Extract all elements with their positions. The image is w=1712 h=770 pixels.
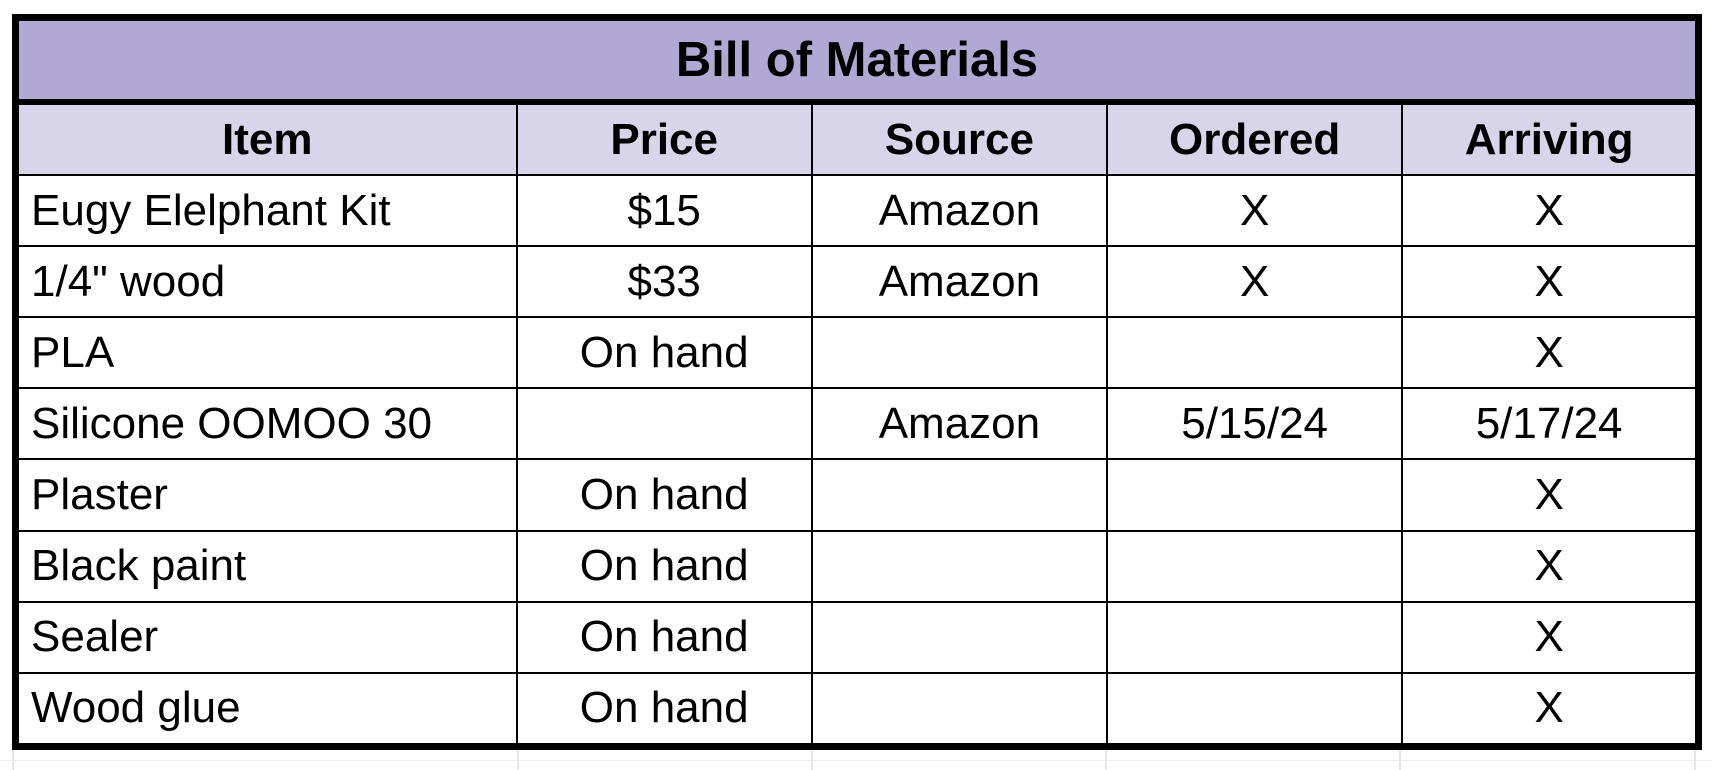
gridline-vertical: [12, 748, 14, 770]
cell-arriving[interactable]: X: [1402, 673, 1698, 747]
cell-ordered[interactable]: [1107, 459, 1402, 530]
cell-ordered[interactable]: [1107, 673, 1402, 747]
cell-price[interactable]: On hand: [517, 317, 812, 388]
cell-source[interactable]: [812, 673, 1107, 747]
cell-item[interactable]: PLA: [16, 317, 517, 388]
cell-price[interactable]: On hand: [517, 602, 812, 673]
header-row: [16, 102, 1699, 175]
cell-price[interactable]: On hand: [517, 459, 812, 530]
cell-arriving[interactable]: X: [1402, 175, 1698, 246]
column-header-source[interactable]: Source: [812, 102, 1107, 175]
cell-source[interactable]: Amazon: [812, 175, 1107, 246]
cell-arriving[interactable]: X: [1402, 246, 1698, 317]
cell-item[interactable]: Wood glue: [16, 673, 517, 747]
cell-item[interactable]: Silicone OOMOO 30: [16, 388, 517, 459]
bill-of-materials-table: [12, 14, 1702, 750]
cell-ordered[interactable]: [1107, 602, 1402, 673]
gridline-vertical: [1399, 748, 1401, 770]
cell-arriving[interactable]: X: [1402, 317, 1698, 388]
gridline-horizontal: [0, 760, 1712, 761]
cell-ordered[interactable]: [1107, 531, 1402, 602]
cell-source[interactable]: Amazon: [812, 246, 1107, 317]
cell-price[interactable]: $15: [517, 175, 812, 246]
cell-ordered[interactable]: X: [1107, 175, 1402, 246]
cell-price[interactable]: $33: [517, 246, 812, 317]
table-row: [16, 673, 1699, 747]
column-header-price[interactable]: Price: [517, 102, 812, 175]
table-row: [16, 317, 1699, 388]
cell-price[interactable]: On hand: [517, 531, 812, 602]
column-header-ordered[interactable]: Ordered: [1107, 102, 1402, 175]
cell-item[interactable]: 1/4" wood: [16, 246, 517, 317]
gridline-vertical: [1694, 748, 1696, 770]
cell-item[interactable]: Plaster: [16, 459, 517, 530]
cell-ordered[interactable]: [1107, 317, 1402, 388]
gridline-vertical: [517, 748, 519, 770]
cell-price[interactable]: On hand: [517, 673, 812, 747]
cell-ordered[interactable]: X: [1107, 246, 1402, 317]
cell-price[interactable]: [517, 388, 812, 459]
table-row: [16, 459, 1699, 530]
cell-ordered[interactable]: 5/15/24: [1107, 388, 1402, 459]
table-row: [16, 531, 1699, 602]
column-header-item[interactable]: Item: [16, 102, 517, 175]
gridline-vertical: [811, 748, 813, 770]
cell-item[interactable]: Black paint: [16, 531, 517, 602]
column-header-arriving[interactable]: Arriving: [1402, 102, 1698, 175]
table-row: [16, 175, 1699, 246]
cell-arriving[interactable]: X: [1402, 531, 1698, 602]
cell-arriving[interactable]: 5/17/24: [1402, 388, 1698, 459]
table-title[interactable]: Bill of Materials: [16, 18, 1699, 103]
title-row: [16, 18, 1699, 103]
cell-source[interactable]: [812, 602, 1107, 673]
cell-source[interactable]: [812, 317, 1107, 388]
cell-arriving[interactable]: X: [1402, 602, 1698, 673]
table-row: [16, 388, 1699, 459]
cell-source[interactable]: Amazon: [812, 388, 1107, 459]
cell-arriving[interactable]: X: [1402, 459, 1698, 530]
cell-item[interactable]: Eugy Elelphant Kit: [16, 175, 517, 246]
table-row: [16, 246, 1699, 317]
cell-item[interactable]: Sealer: [16, 602, 517, 673]
gridline-vertical: [1105, 748, 1107, 770]
cell-source[interactable]: [812, 531, 1107, 602]
cell-source[interactable]: [812, 459, 1107, 530]
table-row: [16, 602, 1699, 673]
